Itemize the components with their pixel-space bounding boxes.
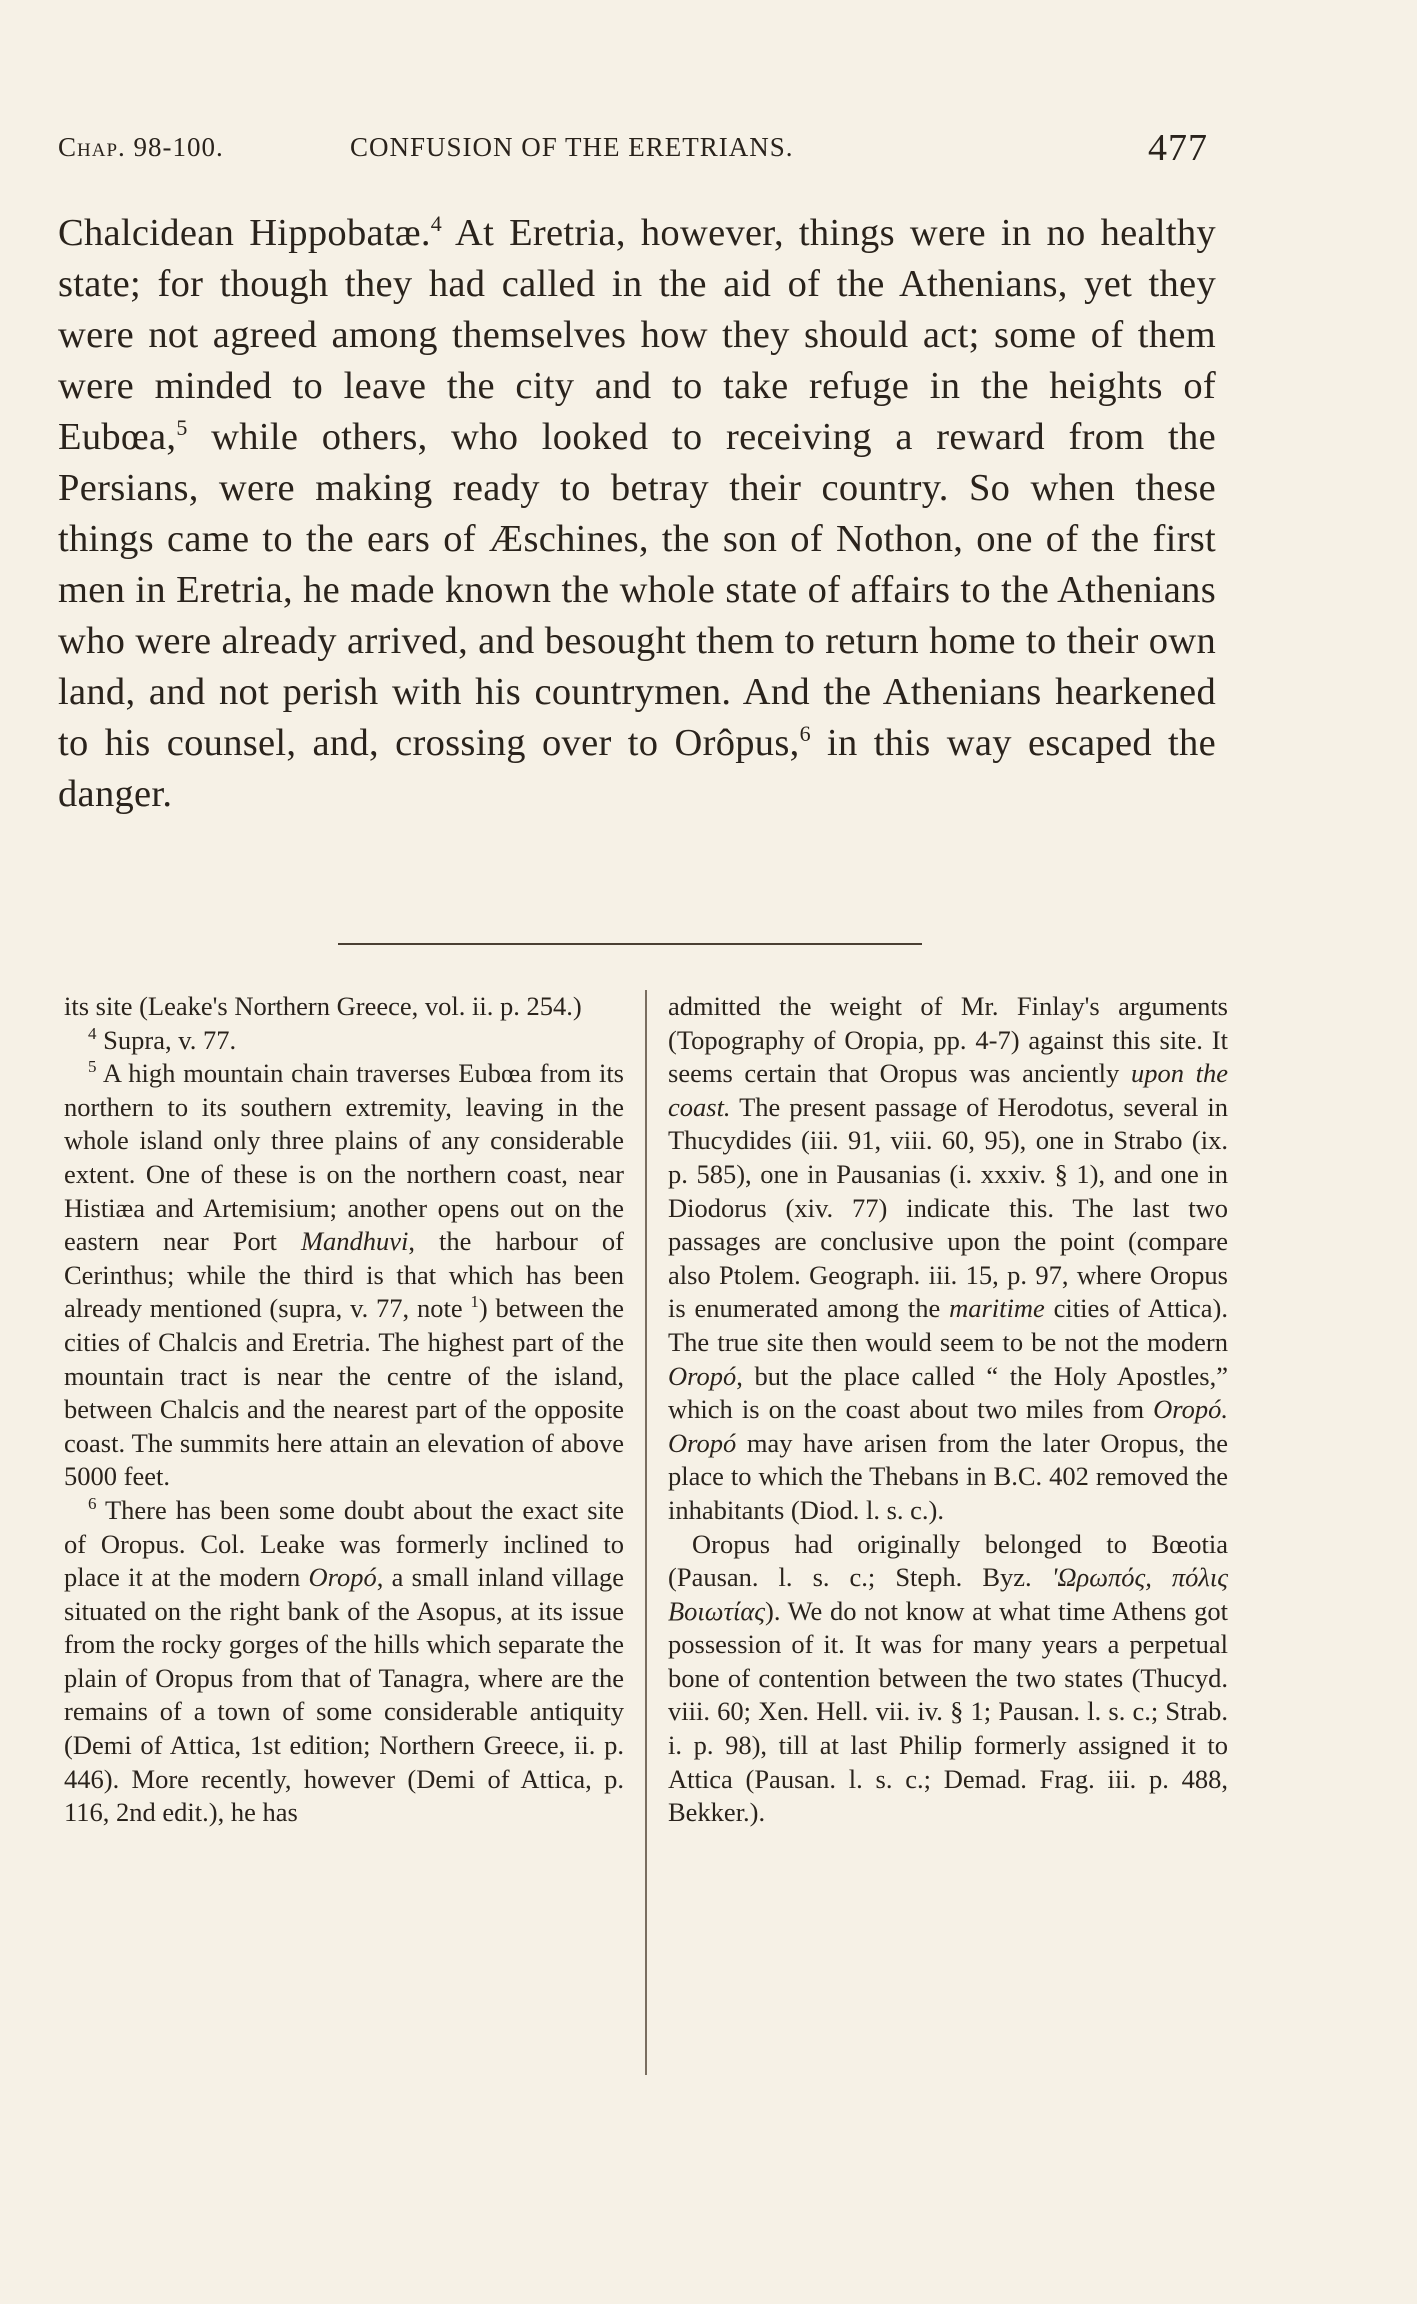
footnotes-left-column <box>64 990 624 1830</box>
footnote-text: ). We do not know at what time Athens got possession of it. It was for many years a perpetual bone of contention between the two states (Thucyd. viii. 60; Xen. Hell. vii. iv. § 1; Pausan. l. s. c.; Strab. i. p. 98), till at last Philip formerly assigned it to Attica (Pausan. l. s. c.; Demad. Frag. iii. p. 488, Bekker.). <box>668 1595 1228 1828</box>
column-divider <box>645 990 647 2075</box>
footnote-text: , a small inland village situated on the right bank of the Asopus, at its issue from the rocky gorges of the hills which separate the plain of Oropus from that of Tanagra, where are the remains of a town of some considerable antiquity (Demi of Attica, 1st edition; Northern Greece, ii. p. 446). More recently, however (Demi of Attica, p. 116, 2nd edit.), he has <box>64 1562 624 1828</box>
footnote-text: Supra, v. 77. <box>96 1024 237 1055</box>
footnote-italic: Oropó <box>668 1360 737 1391</box>
footnote-text: There has been some doubt about the exact site of Oropus. Col. Leake was formerly inclined to place it at the modern <box>64 1494 624 1593</box>
footnote-text: admitted the weight of Mr. Finlay's arguments (Topography of Oropia, pp. 4-7) against this site. It seems certain that Oropus was anciently <box>668 991 1228 1089</box>
footnote-marker: 6 <box>799 721 811 747</box>
main-text-segment: Chalcidean Hippobatæ. <box>58 212 431 254</box>
main-text-segment: in this way escaped the danger. <box>58 722 1216 815</box>
footnote-text: , the harbour of Cerinthus; while the third is that which has been already mentioned (supra, v. 77, note <box>64 1226 624 1324</box>
footnote-6 <box>64 1494 624 1830</box>
footnote-italic: upon the coast. <box>668 1058 1228 1122</box>
note-reference: 1 <box>470 1292 479 1312</box>
footnote-text: A high mountain chain traverses Eubœa from its northern to its southern extremity, leaving in the whole island only three plains of any considerable extent. One of these is on the northern coast, near Histiæa and Artemisium; another opens out on the eastern near Port <box>64 1058 624 1257</box>
footnote-4 <box>64 1024 624 1058</box>
footnote-number: 6 <box>88 1494 97 1514</box>
text-divider <box>338 943 922 945</box>
chapter-reference: Chap. 98-100. <box>58 132 224 162</box>
footnote-text: , but the place called “ the Holy Apostles,” which is on the coast about two miles from <box>668 1360 1228 1425</box>
footnote-5 <box>64 1057 624 1494</box>
footnote-number: 5 <box>88 1057 97 1077</box>
running-title: CONFUSION OF THE ERETRIANS. <box>350 132 794 162</box>
main-text-segment: while others, who looked to receiving a reward from the Persians, were making ready to betray their country. So when these things came to the ears of Æschines, the son of Nothon, one of the first men in Eretria, he made known the whole state of affairs to the Athenians who were already arrived, and besought them to return home to their own land, and not perish with his countrymen. And the Athenians hearkened to his counsel, and, crossing over to Orôpus, <box>58 416 1216 764</box>
footnote-marker: 4 <box>430 211 443 237</box>
footnotes-right-column <box>668 990 1228 1830</box>
footnote-marker: 5 <box>176 415 188 441</box>
footnote-number: 4 <box>88 1023 97 1043</box>
footnote-text: ) between the cities of Chalcis and Eretria. The highest part of the mountain tract is near the centre of the island, between Chalcis and the nearest part of the opposite coast. The summits here attain an elevation of above 5000 feet. <box>64 1293 624 1492</box>
footnote-text: may have arisen from the later Oropus, the place to which the Thebans in B.C. 402 removed the inhabitants (Diod. l. s. c.). <box>668 1427 1228 1525</box>
footnote-6-paragraph-2 <box>668 1528 1228 1830</box>
footnote-continuation: its site (Leake's Northern Greece, vol. ii. p. 254.) <box>64 991 582 1021</box>
footnote-italic: Oropó <box>308 1562 377 1593</box>
footnote-text: cities of Attica). The true site then would seem to be not the modern <box>668 1293 1228 1357</box>
footnote-italic: maritime <box>949 1293 1045 1324</box>
footnote-italic: Oropó. Oropó <box>668 1394 1228 1458</box>
greek-text: 'Ωρωπός, πόλις Βοιωτίας <box>668 1562 1228 1626</box>
main-text <box>58 208 1216 820</box>
main-text-segment: At Eretria, however, things were in no healthy state; for though they had called in the aid of the Athenians, yet they were not agreed among themselves how they should act; some of them were minded to leave the city and to take refuge in the heights of Eubœa, <box>58 212 1216 458</box>
footnote-italic: Mandhuvi <box>300 1226 409 1257</box>
footnote-text: The present passage of Herodotus, several in Thucydides (iii. 91, viii. 60, 95), one in Strabo (ix. p. 585), one in Pausanias (i. xxxiv. § 1), and one in Diodorus (xiv. 77) indicate this. The last two passages are conclusive upon the point (compare also Ptolem. Geograph. iii. 15, p. 97, where Oropus is enumerated among the <box>668 1091 1228 1324</box>
footnote-6-continued <box>668 990 1228 1528</box>
footnote-text: Oropus had originally belonged to Bœotia (Pausan. l. s. c.; Steph. Byz. <box>668 1528 1228 1593</box>
page-number: 477 <box>1148 127 1208 169</box>
running-header <box>58 126 1208 172</box>
